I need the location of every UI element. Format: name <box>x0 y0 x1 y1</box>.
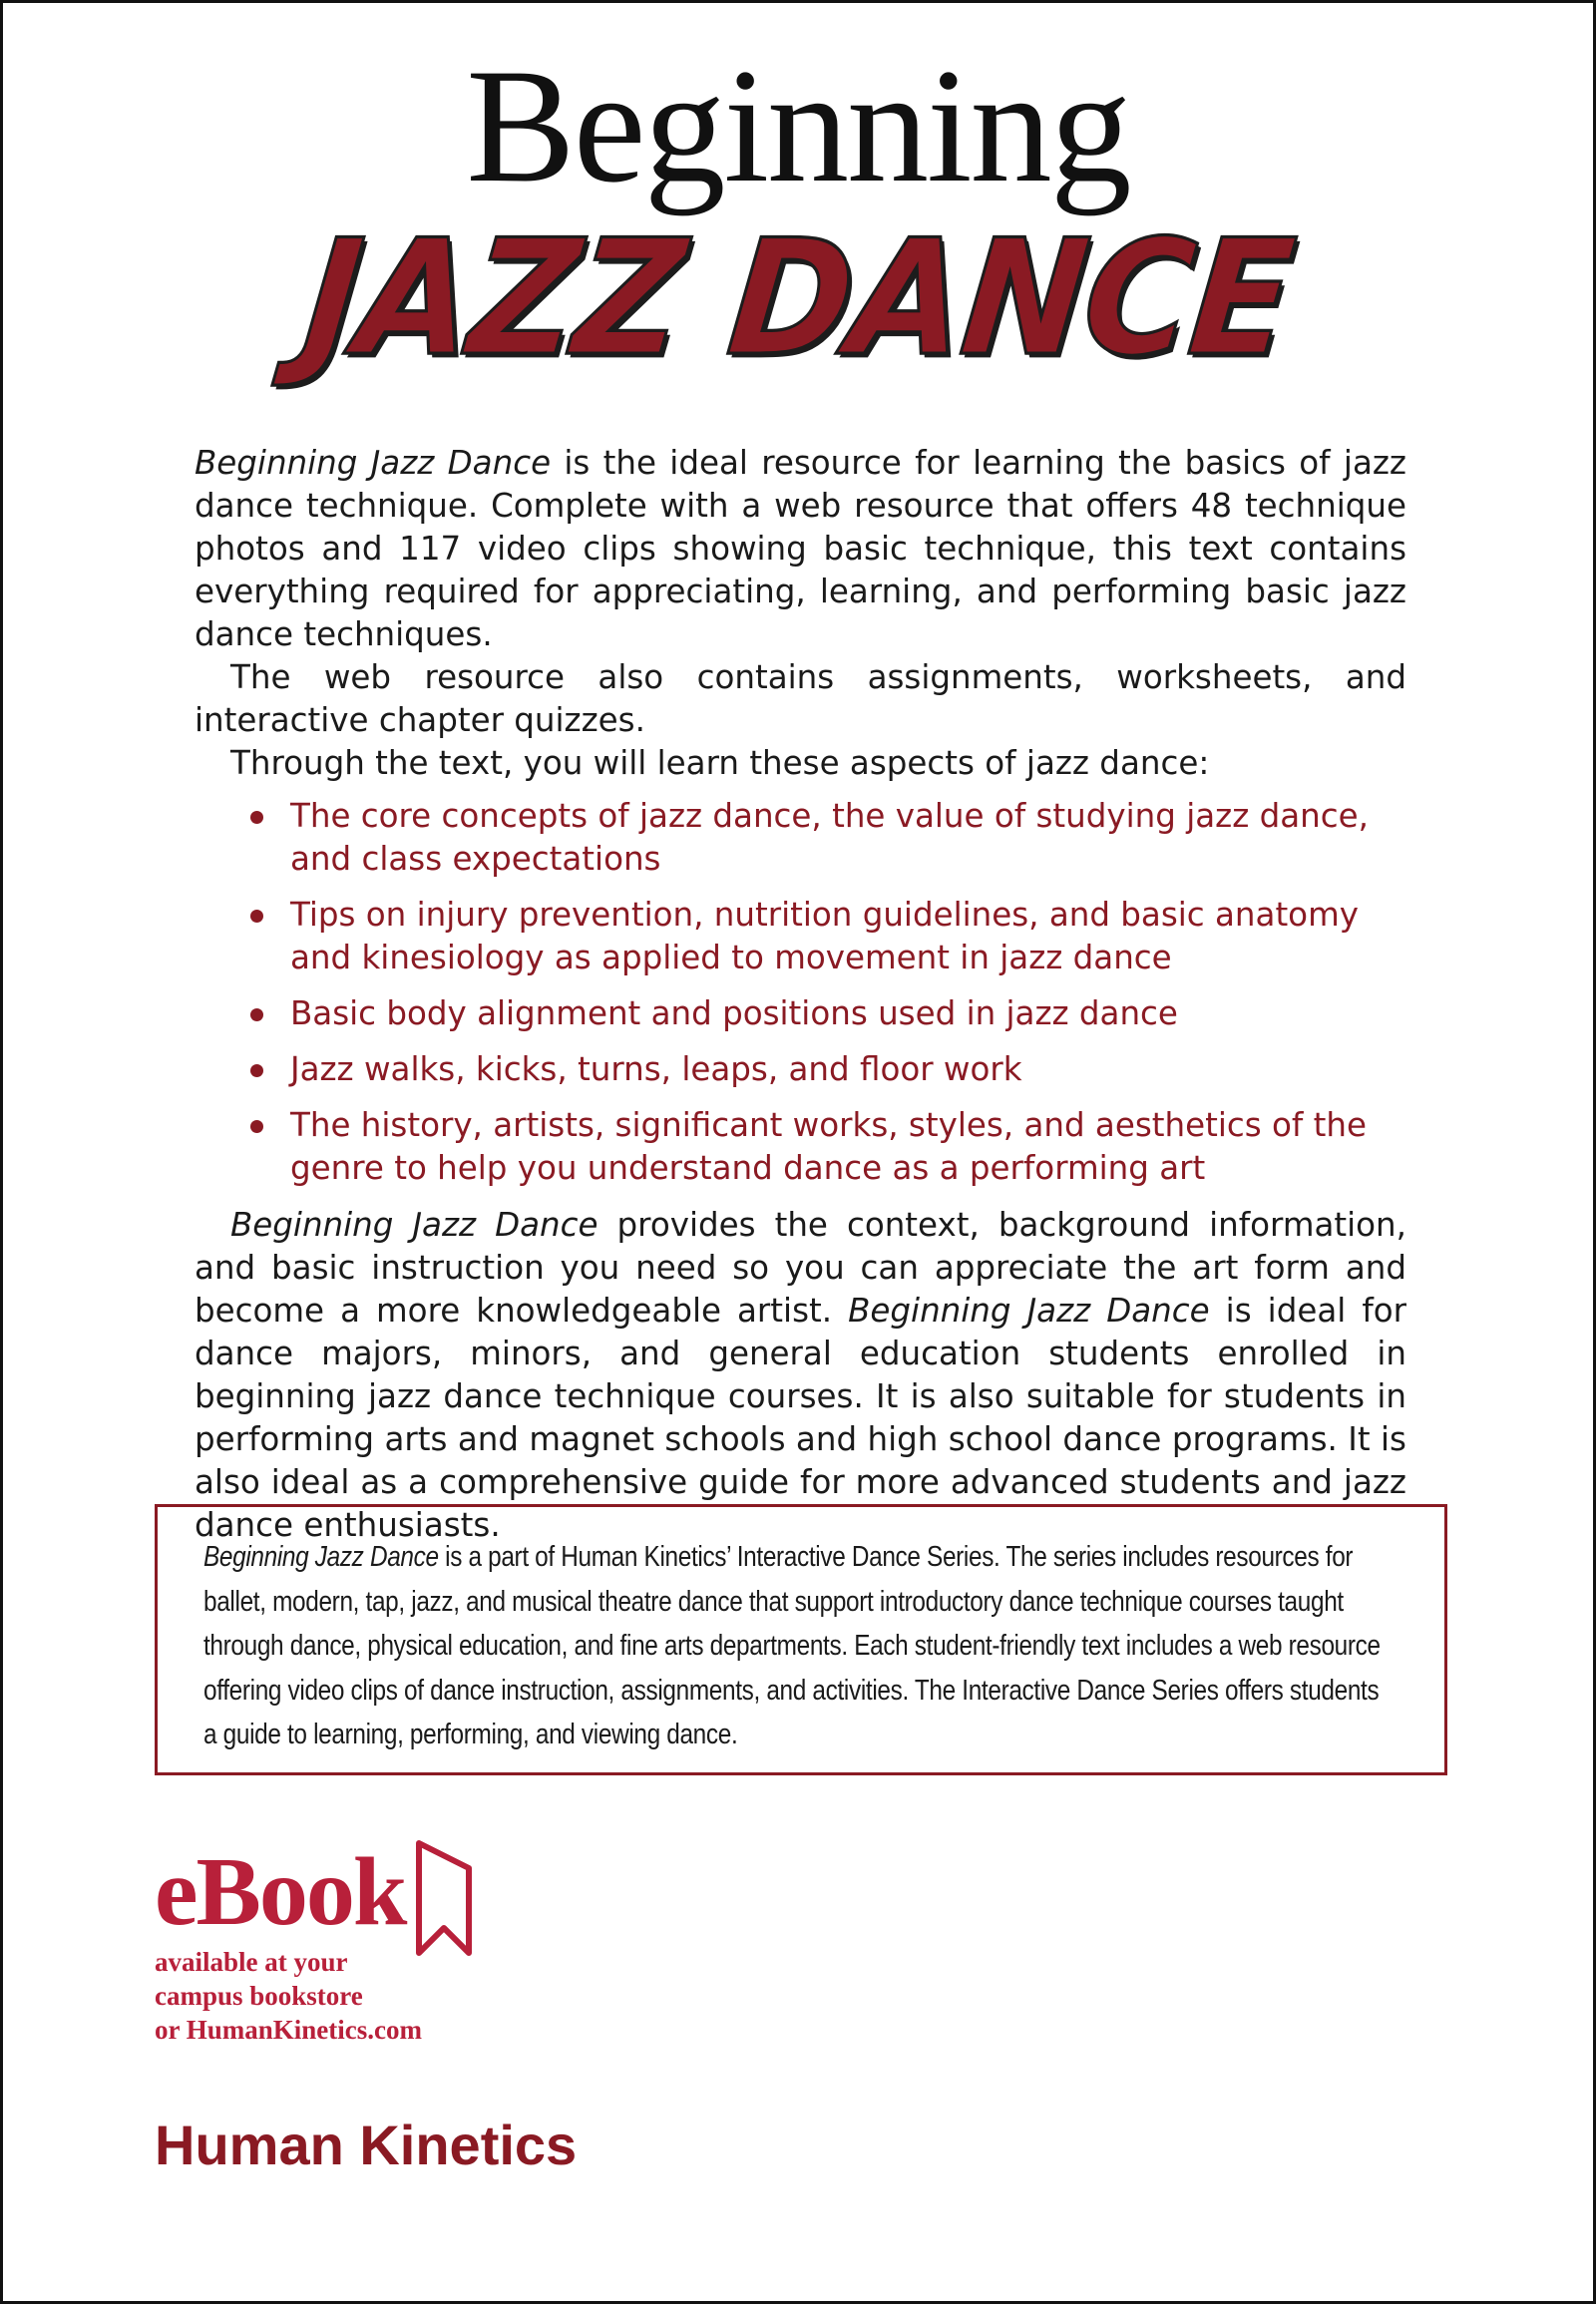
ebook-line: or HumanKinetics.com <box>155 2015 422 2045</box>
title-line-1: Beginning <box>466 36 1130 216</box>
intro-text: is the ideal resource for learning the basics of jazz dance technique. Complete with a web resource that offers 48 technique photos and 117 video clips showing basic technique, this text contains everything required for appreciating, learning, and performing basic jazz dance techniques. <box>195 444 1406 653</box>
ebook-badge <box>155 1838 594 2047</box>
book-title-italic: Beginning Jazz Dance <box>203 1541 439 1573</box>
summary-text-2: is ideal for dance majors, minors, and general education students enrolled in beginning jazz dance technique courses. It is also suitable for students in performing arts and magnet schools and high school dance programs. It is also ideal as a comprehensive guide for more advanced students and jazz dance enthusiasts. <box>195 1292 1407 1544</box>
summary-text-1: provides the context, background information, and basic instruction you need so you can appreciate the art form and become a more knowledgeable artist. <box>195 1206 1406 1330</box>
list-item: Jazz walks, kicks, turns, leaps, and floor work <box>290 1048 1406 1091</box>
ebook-availability <box>155 1945 594 2047</box>
description <box>195 442 1406 1547</box>
list-item: Basic body alignment and positions used in jazz dance <box>290 992 1406 1035</box>
ebook-line: campus bookstore <box>155 1981 363 2011</box>
list-item: The history, artists, significant works, styles, and aesthetics of the genre to help you understand dance as a performing art <box>290 1104 1406 1190</box>
title-line-2: JAZZ DANCE <box>295 205 1301 391</box>
book-title-italic: Beginning Jazz Dance <box>848 1292 1210 1330</box>
aspects-intro: Through the text, you will learn these aspects of jazz dance: <box>230 744 1210 782</box>
web-resource-paragraph: The web resource also contains assignments, worksheets, and interactive chapter quizzes. <box>195 658 1406 739</box>
list-item: The core concepts of jazz dance, the value of studying jazz dance, and class expectations <box>290 795 1406 881</box>
series-text: is a part of Human Kinetics’ Interactive Dance Series. The series includes resources for ballet, modern, tap, jazz, and musical theatre dance that support introductory dance technique courses taught through dance, physical education, and fine arts departments. Each student-friendly text includes a web resource offering video clips of dance instruction, assignments, and activities. The Interactive Dance Series offers students a guide to learning, performing, and viewing dance. <box>203 1541 1381 1750</box>
series-info-box <box>155 1504 1447 1775</box>
aspects-list <box>195 795 1406 1190</box>
ebook-word: eBook <box>155 1838 406 1946</box>
ebook-line: available at your <box>155 1947 348 1977</box>
intro-paragraph <box>195 442 1406 656</box>
book-title-italic: Beginning Jazz Dance <box>230 1206 598 1244</box>
publisher-name: Human Kinetics <box>155 2113 578 2176</box>
bookmark-icon <box>409 1833 489 1973</box>
list-item: Tips on injury prevention, nutrition guidelines, and basic anatomy and kinesiology as applied to movement in jazz dance <box>290 894 1406 979</box>
series-paragraph <box>203 1535 1398 1757</box>
book-title-italic: Beginning Jazz Dance <box>195 444 552 482</box>
ebook-logo <box>155 1838 594 1946</box>
summary-paragraph <box>195 1204 1406 1547</box>
